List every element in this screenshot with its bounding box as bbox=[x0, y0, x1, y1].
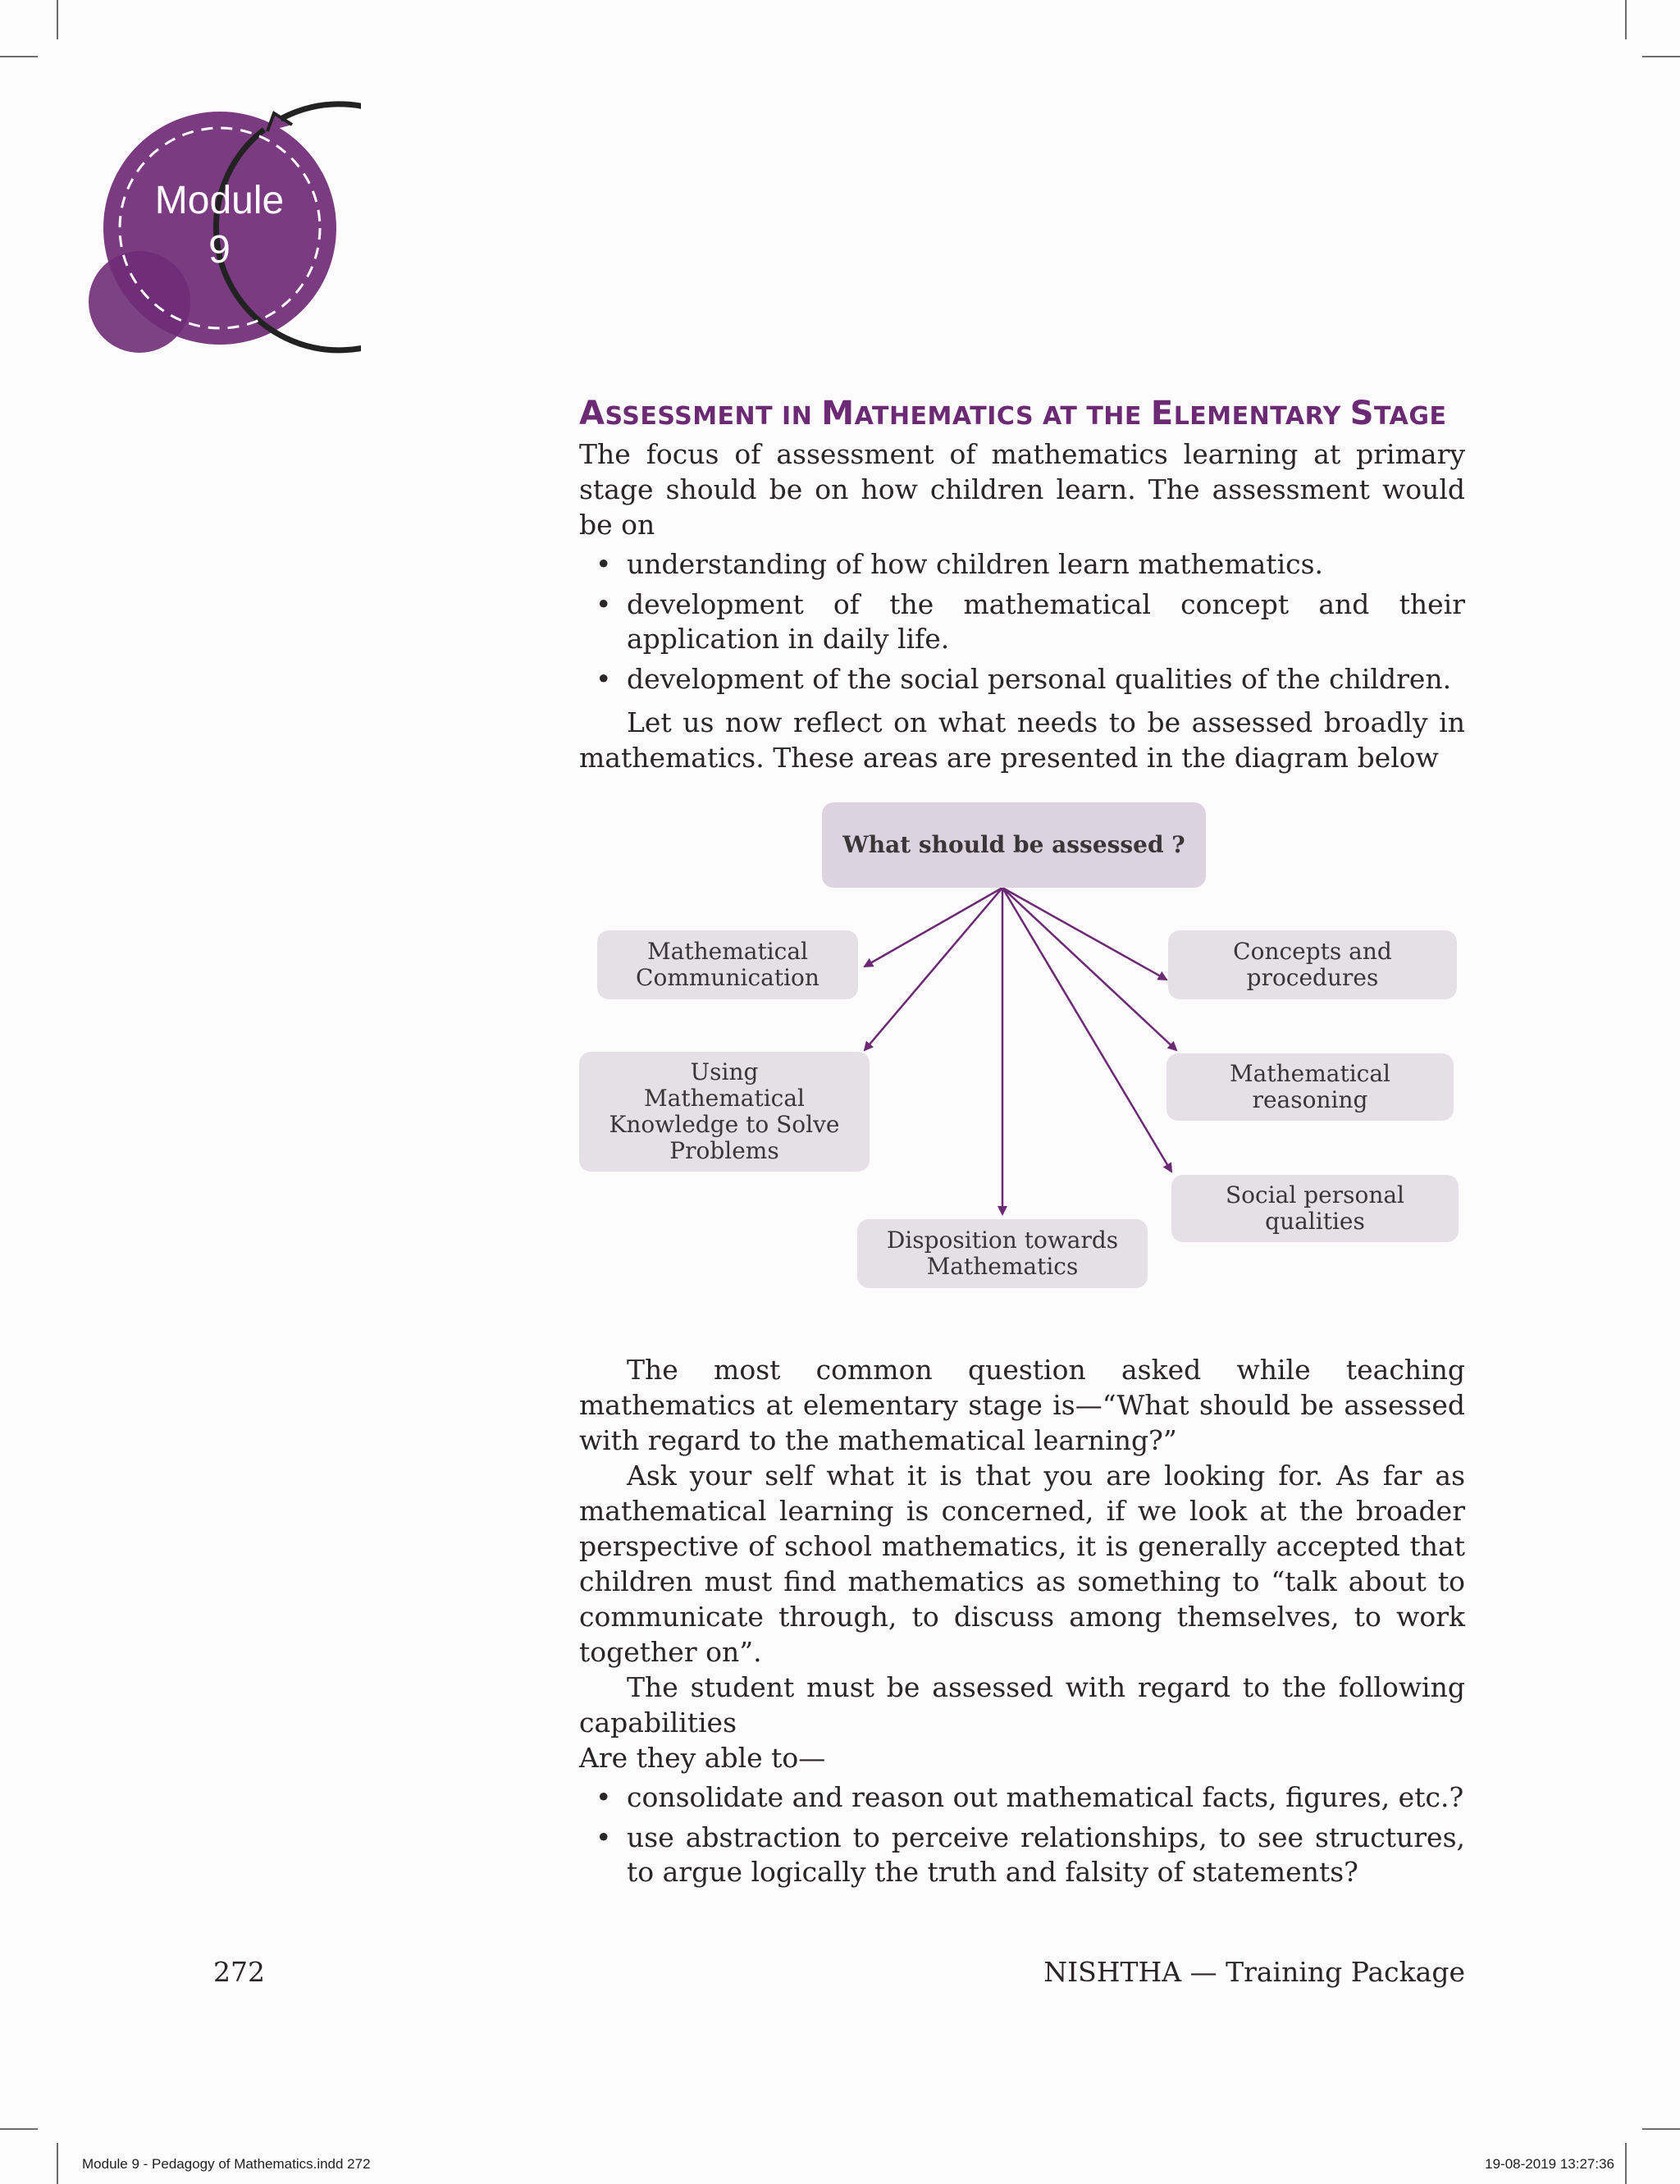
arrow-to-using-knowledge bbox=[865, 888, 1002, 1050]
page-number: 272 bbox=[213, 1956, 265, 1988]
list-item: • use abstraction to perceive relationships, to see structures, to argue logically the truth and falsity of statements? bbox=[579, 1821, 1465, 1889]
node-concepts-procedures: Concepts and procedures bbox=[1168, 930, 1457, 999]
node-mathematical-reasoning: Mathematical reasoning bbox=[1166, 1053, 1454, 1121]
module-number: 9 bbox=[208, 228, 231, 272]
node-social-personal: Social personal qualities bbox=[1171, 1175, 1459, 1242]
list-item: • development of the social personal qualities of the children. bbox=[579, 662, 1465, 697]
able-to-line: Are they able to— bbox=[579, 1742, 826, 1774]
running-footer-title: NISHTHA — Training Package bbox=[1043, 1956, 1465, 1988]
list-item: • consolidate and reason out mathematical facts, figures, etc.? bbox=[579, 1780, 1465, 1815]
node-using-knowledge: Using Mathematical Knowledge to Solve Problems bbox=[579, 1052, 870, 1172]
module-label: Module bbox=[154, 179, 285, 222]
student-assessed-paragraph: The student must be assessed with regard to the following capabilities bbox=[579, 1671, 1465, 1739]
intro-paragraph: The focus of assessment of mathematics learning at primary stage should be on how children learn. The assessment would be on bbox=[579, 438, 1465, 541]
ask-yourself-paragraph: Ask your self what it is that you are looking for. As far as mathematical learning is concerned, if we look at the broader perspective of school mathematics, it is generally accepted that children must find mathematics as something to “talk about to communicate through, to discuss among themselves, to work together on”. bbox=[579, 1460, 1465, 1668]
list-item: • development of the mathematical concept and their application in daily life. bbox=[579, 587, 1465, 656]
node-disposition: Disposition towards Mathematics bbox=[857, 1219, 1148, 1288]
section-heading: ASSESSMENT IN MATHEMATICS AT THE ELEMENTARY STAGE bbox=[579, 395, 1447, 432]
reflect-paragraph: Let us now reflect on what needs to be assessed broadly in mathematics. These areas are presented in the diagram below bbox=[579, 706, 1465, 774]
arrow-to-reasoning bbox=[1002, 888, 1176, 1050]
print-slug-file: Module 9 - Pedagogy of Mathematics.indd 272 bbox=[82, 2156, 371, 2172]
arrow-to-social bbox=[1002, 888, 1171, 1172]
node-mathematical-communication: Mathematical Communication bbox=[597, 930, 858, 999]
diagram-root-node: What should be assessed ? bbox=[822, 802, 1206, 888]
print-slug-date: 19-08-2019 13:27:36 bbox=[1485, 2156, 1614, 2172]
arrow-to-concepts bbox=[1002, 888, 1166, 980]
list-item: • understanding of how children learn mathematics. bbox=[579, 547, 1465, 582]
body-block bbox=[579, 1352, 1465, 1889]
capabilities-list bbox=[579, 1780, 1465, 1889]
arrow-to-communication bbox=[865, 888, 1002, 966]
common-question-paragraph: The most common question asked while teaching mathematics at elementary stage is—“What should be assessed with regard to the mathematical learning?” bbox=[579, 1354, 1465, 1456]
